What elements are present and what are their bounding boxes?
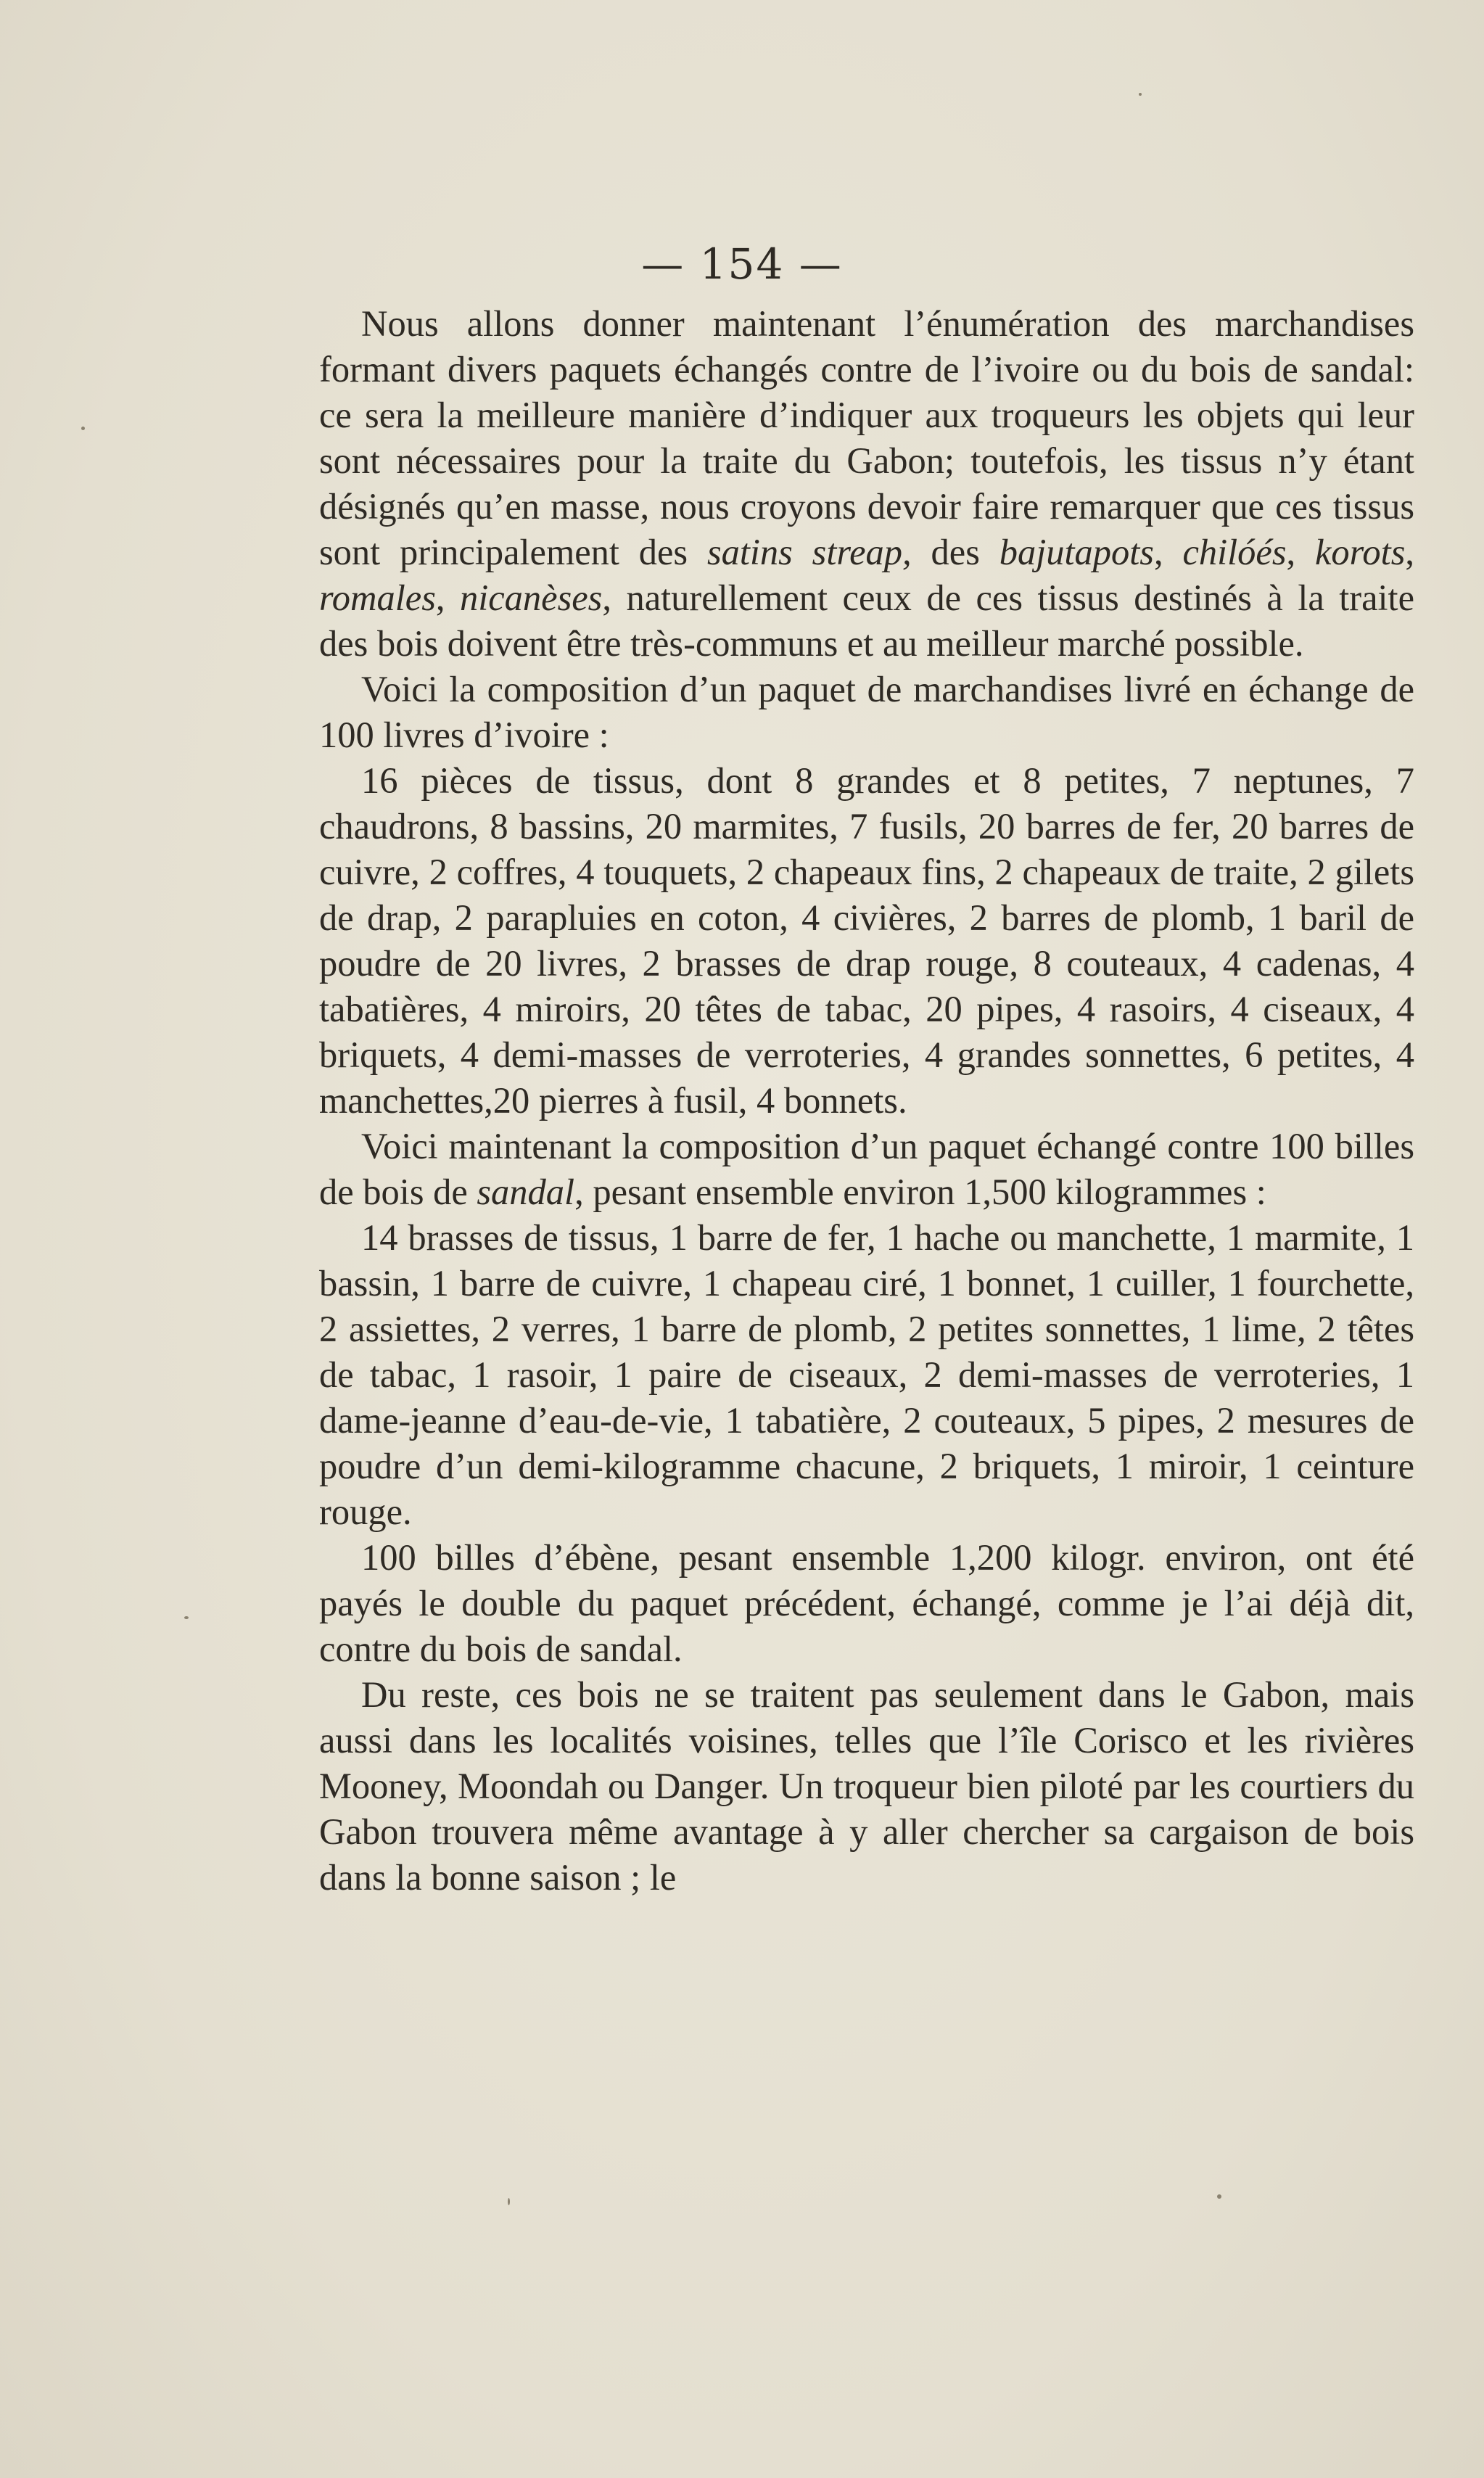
- body-text: [319, 301, 1414, 1901]
- italic-term: korots: [1314, 532, 1406, 572]
- italic-term: romales: [319, 577, 436, 618]
- text-run: Nous allons donner maintenant l’énumération des marchandises formant divers paquets échangés contre de l’ivoire ou du bois de sandal: ce sera la meilleure manière d’indiquer aux troqueurs les objets qui leur sont nécessaires pour la traite du Gabon; toutefois, les tissus n’y étant désignés qu’en masse, nous croyons devoir faire remarquer que ces tissus sont principalement des: [319, 303, 1414, 572]
- text-run: des: [911, 532, 999, 572]
- text-run: 16 pièces de tissus, dont 8 grandes et 8 petites, 7 neptunes, 7 chaudrons, 8 bassins, 20 marmites, 7 fusils, 20 barres de fer, 20 barres de cuivre, 2 coffres, 4 touquets, 2 chapeaux fins, 2 chapeaux de traite, 2 gilets de drap, 2 parapluies en coton, 4 civières, 2 barres de plomb, 1 baril de poudre de 20 livres, 2 brasses de drap rouge, 8 couteaux, 4 cadenas, 4 tabatières, 4 miroirs, 20 têtes de tabac, 20 pipes, 4 rasoirs, 4 ciseaux, 4 briquets, 4 demi-masses de verroteries, 4 grandes sonnettes, 6 petites, 4 manchettes,20 pierres à fusil, 4 bonnets.: [319, 760, 1414, 1121]
- paragraph-ivory-heading: [319, 667, 1414, 758]
- text-run: Voici maintenant la composition d’un paquet échangé contre 100 billes de bois de: [319, 1126, 1414, 1212]
- paper-speck: [184, 1616, 189, 1619]
- text-run: 100 billes d’ébène, pesant ensemble 1,200 kilogr. environ, ont été payés le double du paquet précédent, échangé, comme je l’ai déjà dit, contre du bois de sandal.: [319, 1537, 1414, 1669]
- paper-speck: [1217, 2194, 1221, 2199]
- paragraph-sandal-list: [319, 1215, 1414, 1535]
- text-run: ,: [1286, 532, 1315, 572]
- paragraph-sandal-heading: [319, 1124, 1414, 1215]
- text-run: 14 brasses de tissus, 1 barre de fer, 1 hache ou manchette, 1 marmite, 1 bassin, 1 barre de cuivre, 1 chapeau ciré, 1 bonnet, 1 cuiller, 1 fourchette, 2 assiettes, 2 verres, 1 barre de plomb, 2 petites sonnettes, 1 lime, 2 têtes de tabac, 1 rasoir, 1 paire de ciseaux, 2 demi-masses de verroteries, 1 dame-jeanne d’eau-de-vie, 1 tabatière, 2 couteaux, 5 pipes, 2 mesures de poudre d’un demi-kilogramme chacune, 2 briquets, 1 miroir, 1 ceinture rouge.: [319, 1217, 1414, 1532]
- paper-speck: [81, 427, 85, 430]
- text-run: ,: [1405, 532, 1414, 572]
- text-run: ,: [435, 577, 460, 618]
- text-run: ,: [1153, 532, 1183, 572]
- paragraph-ebony: [319, 1535, 1414, 1672]
- paper-speck: [1139, 93, 1142, 96]
- italic-term: nicanèses: [459, 577, 603, 618]
- text-run: Du reste, ces bois ne se traitent pas seulement dans le Gabon, mais aussi dans les localités voisines, telles que l’île Corisco et les rivières Mooney, Moondah ou Danger. Un troqueur bien piloté par les courtiers du Gabon trouvera même avantage à y aller chercher sa cargaison de bois dans la bonne saison ; le: [319, 1674, 1414, 1898]
- paper-speck: [508, 2198, 510, 2205]
- text-run: Voici la composition d’un paquet de marchandises livré en échange de 100 livres d’ivoire :: [319, 669, 1414, 755]
- italic-term: sandal: [477, 1172, 575, 1212]
- text-run: , pesant ensemble environ 1,500 kilogrammes :: [574, 1172, 1266, 1212]
- page-number: — 154 —: [641, 239, 843, 289]
- paragraph-localities: [319, 1672, 1414, 1901]
- italic-term: satins streap,: [706, 532, 912, 572]
- paragraph-intro: [319, 301, 1414, 667]
- italic-term: chilóés: [1182, 532, 1287, 572]
- italic-term: bajutapots: [999, 532, 1154, 572]
- text-run: , naturellement ceux de ces tissus destinés à la traite des bois doivent être très-communs et au meilleur marché possible.: [319, 577, 1415, 664]
- paragraph-ivory-list: [319, 758, 1414, 1124]
